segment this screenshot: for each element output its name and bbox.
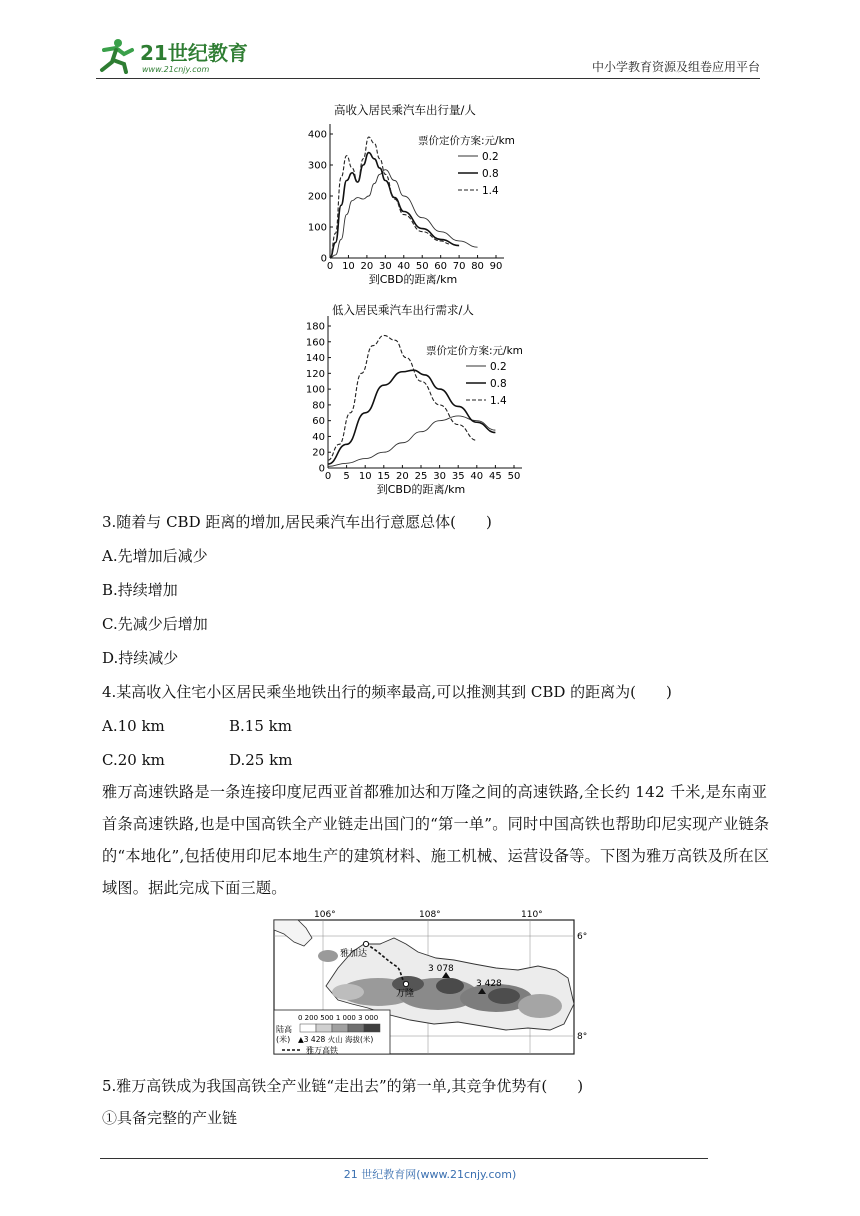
y-tick-label: 200 — [307, 191, 327, 203]
series-line-1.4 — [330, 137, 450, 258]
x-tick-label: 90 — [489, 261, 503, 272]
runner-icon — [102, 39, 132, 72]
peak-label-1: 3 078 — [428, 964, 454, 974]
legend-entry: 0.8 — [482, 168, 499, 180]
footer-divider — [100, 1158, 708, 1159]
y-tick-label: 60 — [312, 416, 325, 428]
option-4d: D.25 km — [229, 751, 293, 769]
lon-label-110: 110° — [521, 910, 543, 920]
x-tick-label: 5 — [343, 471, 350, 482]
site-logo — [96, 36, 266, 76]
x-axis-label: 到CBD的距离/km — [376, 483, 466, 496]
x-tick-label: 0 — [326, 261, 334, 272]
series-line-0.8 — [330, 153, 459, 258]
question-4: 4.某高收入住宅小区居民乘坐地铁出行的频率最高,可以推测其到 CBD 的距离为( ) — [102, 683, 672, 701]
legend-elev-title: 陆高 — [276, 1025, 292, 1034]
legend-entry: 1.4 — [482, 185, 499, 197]
legend-entry: 0.2 — [482, 151, 499, 163]
lat-label-8: 8° — [577, 1032, 588, 1042]
x-tick-label: 10 — [342, 261, 355, 272]
chart-high-income — [300, 100, 560, 296]
jakarta-marker — [363, 941, 368, 946]
y-tick-label: 100 — [305, 384, 325, 396]
legend-elev-values: 0 200 500 1 000 3 000 — [298, 1014, 379, 1022]
legend-rail: 雅万高铁 — [306, 1046, 338, 1055]
y-tick-label: 0 — [320, 253, 327, 265]
x-tick-label: 50 — [415, 261, 429, 272]
x-tick-label: 40 — [470, 471, 484, 482]
legend-elev-unit: (米) — [276, 1035, 291, 1044]
y-tick-label: 20 — [312, 447, 325, 459]
page-header — [96, 30, 760, 80]
header-divider — [96, 78, 760, 79]
y-tick-label: 120 — [305, 368, 325, 380]
y-tick-label: 400 — [307, 129, 327, 141]
series-line-0.8 — [328, 370, 495, 464]
x-tick-label: 30 — [378, 261, 392, 272]
peak-label-2: 3 428 — [476, 979, 502, 989]
option-4b: B.15 km — [229, 717, 292, 735]
x-tick-label: 35 — [451, 471, 465, 482]
x-tick-label: 60 — [434, 261, 448, 272]
x-tick-label: 45 — [489, 471, 502, 482]
x-tick-label: 70 — [452, 261, 466, 272]
y-tick-label: 100 — [307, 222, 327, 234]
option-4a: A.10 km — [102, 717, 165, 735]
y-tick-label: 140 — [305, 353, 325, 365]
legend-entry: 1.4 — [490, 395, 507, 407]
x-tick-label: 25 — [414, 471, 428, 482]
lon-label-108: 108° — [419, 910, 441, 920]
option-3c: C.先减少后增加 — [102, 615, 208, 633]
option-3a: A.先增加后减少 — [102, 547, 208, 565]
logo-text: 21世纪教育 — [140, 41, 248, 65]
y-tick-label: 0 — [318, 463, 325, 475]
x-tick-label: 15 — [377, 471, 391, 482]
city-jakarta: 雅加达 — [340, 949, 368, 959]
map-legend — [274, 1010, 390, 1055]
header-tagline: 中小学教育资源及组卷应用平台 — [591, 60, 760, 74]
y-tick-label: 40 — [312, 431, 325, 443]
legend-title: 票价定价方案:元/km — [426, 345, 523, 357]
x-tick-label: 80 — [471, 261, 484, 272]
y-tick-label: 300 — [307, 160, 327, 172]
bandung-marker — [403, 981, 408, 986]
y-tick-label: 80 — [312, 400, 325, 412]
legend-entry: 0.8 — [490, 378, 507, 390]
chart-title: 高收入居民乘汽车出行量/人 — [334, 103, 476, 117]
x-tick-label: 0 — [324, 471, 332, 482]
option-4c: C.20 km — [102, 751, 165, 769]
passage-text: 雅万高速铁路是一条连接印度尼西亚首都雅加达和万隆之间的高速铁路,全长约 142 千米,是东南亚首条高速铁路,也是中国高铁全产业链走出国门的“第一单”。同时中国高铁也帮助印尼实现产业链条的“本地化”,包括使用印尼本地生产的建筑材料、施工机械、运营设备等。下图为雅万高铁及所在区域图。据此完成下面三题。 — [102, 783, 770, 897]
chart-low-income — [300, 300, 560, 500]
x-tick-label: 30 — [433, 471, 446, 482]
x-tick-label: 20 — [396, 471, 409, 482]
lat-label-6: 6° — [577, 932, 588, 942]
series-line-0.2 — [328, 416, 495, 466]
city-bandung: 万隆 — [396, 989, 415, 999]
question-3: 3.随着与 CBD 距离的增加,居民乘汽车出行意愿总体( ) — [102, 513, 492, 531]
lon-label-106: 106° — [314, 910, 336, 920]
page-footer: 21 世纪教育网(www.21cnjy.com) — [343, 1168, 517, 1181]
option-3d: D.持续减少 — [102, 649, 179, 667]
x-axis-label: 到CBD的距离/km — [368, 273, 458, 286]
logo-url: www.21cnjy.com — [142, 65, 210, 74]
y-tick-label: 180 — [305, 321, 325, 333]
x-tick-label: 40 — [397, 261, 411, 272]
x-tick-label: 50 — [507, 471, 521, 482]
legend-entry: 0.2 — [490, 361, 507, 373]
option-3b: B.持续增加 — [102, 581, 178, 599]
y-tick-label: 160 — [305, 337, 325, 349]
x-tick-label: 20 — [360, 261, 374, 272]
option-5-1: ①具备完整的产业链 — [102, 1109, 238, 1127]
x-tick-label: 10 — [358, 471, 372, 482]
chart-title: 低入居民乘汽车出行需求/人 — [332, 303, 474, 317]
legend-title: 票价定价方案:元/km — [418, 135, 515, 147]
map-yawan-railway — [268, 908, 600, 1064]
question-5: 5.雅万高铁成为我国高铁全产业链“走出去”的第一单,其竞争优势有( ) — [102, 1077, 584, 1095]
legend-volcano: ▲3 428 火山 海拔(米) — [298, 1035, 374, 1044]
